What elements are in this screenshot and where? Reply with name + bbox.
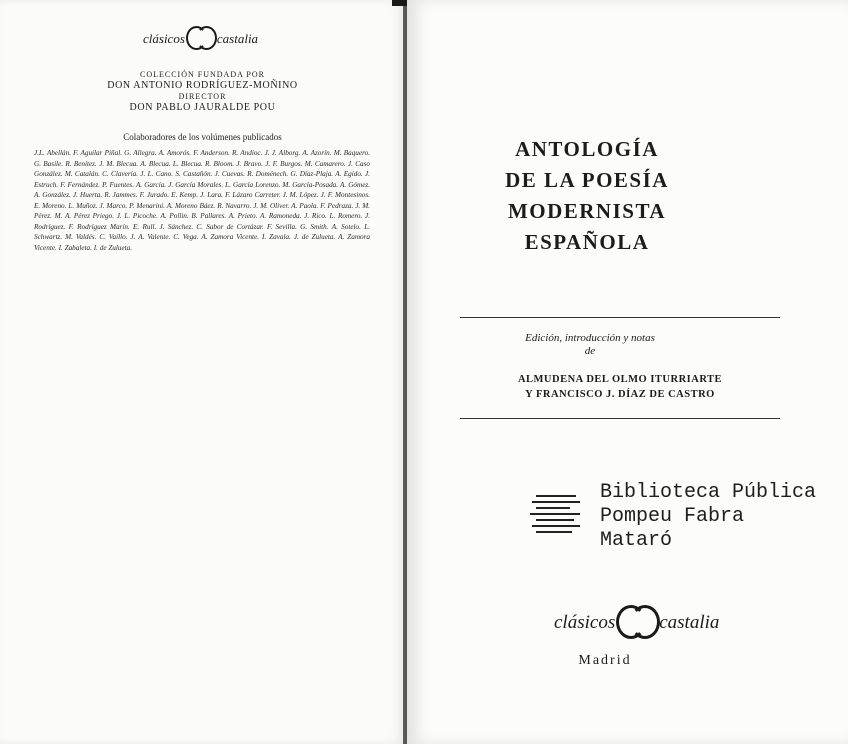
stamp-line: Pompeu Fabra — [600, 505, 745, 528]
logo-mark-icon — [616, 605, 658, 641]
logo-word-left: clásicos — [554, 612, 616, 633]
edition-credit — [440, 332, 740, 358]
divider-rule — [460, 317, 780, 318]
library-stamp-text — [600, 481, 816, 553]
logo-word-right: castalia — [659, 612, 720, 633]
edition-line: de — [584, 345, 596, 357]
divider-rule — [460, 418, 780, 419]
stamp-line: Biblioteca Pública — [600, 481, 817, 504]
collection-credits — [40, 70, 365, 114]
collaborators-title: Colaboradores de los volúmenes publicados — [123, 132, 282, 142]
collaborators-list: J.L. Abellán. F. Aguilar Piñal. G. Allegra. A. Amorós. F. Anderson. R. Andioc. J. J. Alborg. A. Azorín. M. Baquero. G. Basile. R. Benítez. J. M. Blecua. A. Blecua. L. Blecua. R. Bloom. J. Bravo. J. F. Burgos. M. Camarero. J. Caso González. M. Catalán. C. Clavería. J. L. Cano. S. Castañón. J. Cuevas. R. Doménech. G. Díaz-Plaja. A. Egido. J. Estruch. F. Fernández. P. Fuentes. A. García. J. García Morales. L. García Lorenzo. M. García-Posada. A. Gómez. A. González. J. Huerta. R. Jammes. F. Jurado. E. Kemp. J. Lara. F. Lázaro Carreter. J. M. López. J. F. Montesinos. E. Moreno. L. Muñoz. J. Marco. P. Menarini. A. Moreno Báez. R. Navarro. J. M. Oliver. A. Paola. F. Pedraza. J. M. Pérez. M. A. Pérez Priego. J. L. Picoche. A. Pollin. B. Pallares. A. Prieto. A. Ramoneda. J. Rico. L. Romero. J. Rodríguez. F. Rodríguez Marín. E. Rull. J. Sánchez. C. Sabor de Cortázar. F. Sevilla. G. Smith. A. Sotelo. L. Schwartz. M. Valdés. C. Vaíllo. J. A. Valente. C. Vega. A. Zamora Vicente. I. Zavala. J. de Zulueta. A. Zamora Vicente. I. Zabaleta. I. de Zulueta. — [34, 149, 370, 252]
editors — [470, 372, 770, 402]
founder-name: DON ANTONIO RODRÍGUEZ-MOÑINO — [107, 80, 298, 91]
clasicos-castalia-logo — [554, 605, 719, 641]
title-line: ANTOLOGÍA — [515, 137, 659, 161]
director-label: DIRECTOR — [178, 92, 227, 101]
library-stamp-icon — [530, 491, 586, 539]
title-line: ESPAÑOLA — [524, 230, 650, 254]
director-name: DON PABLO JAURALDE POU — [129, 102, 276, 113]
edition-line: Edición, introducción y notas — [525, 332, 655, 344]
editor-name: ALMUDENA DEL OLMO ITURRIARTE — [517, 374, 723, 385]
stamp-line: Mataró — [600, 529, 673, 552]
clasicos-castalia-logo — [143, 26, 258, 52]
title-line: MODERNISTA — [507, 199, 667, 223]
editor-name: Y FRANCISCO J. DÍAZ DE CASTRO — [525, 389, 715, 400]
publisher-city: Madrid — [578, 653, 632, 668]
library-stamp — [530, 481, 820, 561]
title-line: DE LA POESÍA — [505, 168, 669, 192]
logo-word-left: clásicos — [143, 31, 185, 46]
book-title — [437, 134, 737, 258]
logo-word-right: castalia — [216, 31, 259, 46]
left-page — [0, 0, 405, 744]
logo-mark-icon — [186, 26, 216, 52]
founder-label: COLECCIÓN FUNDADA POR — [139, 70, 265, 79]
